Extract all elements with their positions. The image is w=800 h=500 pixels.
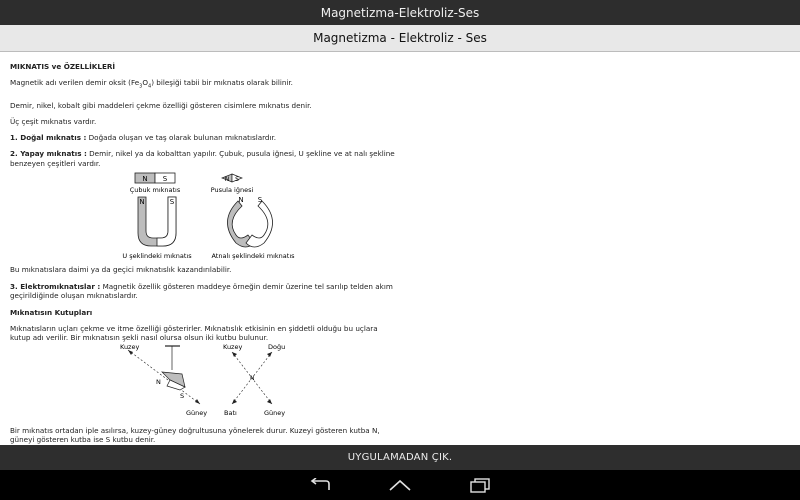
svg-text:Batı: Batı (224, 409, 237, 418)
item-electromagnet: 3. Elektromıknatıslar : Magnetik özellik gösteren maddeye örneğin demir üzerine tel sarılıp telden akım geçirildiğinde oluşan mıknatıslardır. (10, 282, 393, 301)
horseshoe-magnet (227, 196, 272, 247)
exit-app-button[interactable] (0, 445, 800, 470)
svg-text:N: N (238, 195, 244, 204)
page-title: Magnetizma - Elektroliz - Ses (313, 31, 487, 45)
svg-text:S: S (162, 174, 168, 183)
u-magnet (138, 197, 176, 246)
document-view[interactable] (0, 52, 800, 445)
paragraph-permanent: Bu mıknatıslara daimi ya da geçici mıknatıslık kazandırılabilir. (10, 264, 232, 274)
horseshoe-magnet-label: Atnalı şeklindeki mıknatıs (211, 251, 295, 260)
svg-text:S: S (235, 175, 239, 183)
home-icon (388, 478, 412, 492)
back-icon (309, 478, 331, 492)
recents-icon (469, 477, 491, 493)
compass-poles-figure (10, 344, 400, 422)
compass-needle (222, 174, 242, 183)
magnet-types-figure (10, 171, 400, 261)
compass-needle-label: Pusula iğnesi (210, 185, 254, 194)
svg-text:Güney: Güney (186, 409, 208, 418)
item-artificial-magnet: 2. Yapay mıknatıs : Demir, nikel ya da kobalttan yapılır. Çubuk, pusula iğnesi, U şekline ve at nalı şekline benzeyen çeşitleri vardır. (10, 149, 395, 168)
svg-text:Kuzey: Kuzey (223, 344, 243, 352)
svg-text:Kuzey: Kuzey (120, 344, 140, 352)
directions-cross (223, 344, 285, 417)
recents-button[interactable] (460, 475, 500, 495)
u-magnet-label: U şeklindeki mıknatıs (122, 251, 192, 260)
window-title: Magnetizma-Elektroliz-Ses (320, 5, 480, 20)
svg-text:N: N (156, 378, 161, 387)
svg-text:Doğu: Doğu (268, 344, 286, 352)
svg-text:N: N (224, 175, 230, 183)
document-body (10, 60, 400, 444)
paragraph-direction: Bir mıknatıs ortadan iple asılırsa, kuzey-güney doğrultusuna yönelerek durur. Kuzeyi gösteren kutba N, güneyi gösteren kutba ise S kutbu denir. (10, 426, 380, 445)
paragraph-definition: Demir, nikel, kobalt gibi maddeleri çekme özelliği gösteren cisimlere mıknatıs denir. (10, 100, 312, 110)
bar-magnet (135, 173, 175, 183)
home-button[interactable] (380, 475, 420, 495)
svg-text:N: N (142, 174, 148, 183)
exit-app-label: UYGULAMADAN ÇIK. (347, 452, 453, 463)
poles-heading: Mıknatısın Kutupları (10, 308, 93, 318)
window-title-bar (0, 0, 800, 25)
system-navigation-bar (0, 470, 800, 500)
paragraph-types: Üç çeşit mıknatıs vardır. (10, 117, 97, 127)
suspended-magnet (120, 344, 207, 417)
page-header (0, 25, 800, 52)
svg-text:S: S (257, 195, 263, 204)
svg-text:S: S (169, 197, 175, 206)
doc-heading: MIKNATIS ve ÖZELLİKLERİ (10, 62, 116, 71)
back-button[interactable] (300, 475, 340, 495)
paragraph-magnetite: Magnetik adı verilen demir oksit $(Fe_3O_4)$ bileşiği tabii bir mıknatıs olarak bilinir. (10, 78, 293, 90)
svg-text:N: N (250, 375, 255, 383)
paragraph-poles: Mıknatısların uçları çekme ve itme özelliği gösterirler. Mıknatıslık etkisinin en şiddetli olduğu bu uçlara kutup adı verilir. Bir mıknatısın şekli nasıl olursa olsun iki kutbu bulunur. (10, 323, 378, 342)
bar-magnet-label: Çubuk mıknatıs (129, 185, 181, 194)
svg-text:N: N (139, 197, 145, 206)
svg-text:S: S (180, 392, 185, 401)
item-natural-magnet: 1. Doğal mıknatıs : Doğada oluşan ve taş olarak bulunan mıknatıslardır. (10, 133, 277, 143)
svg-text:Güney: Güney (264, 409, 286, 418)
